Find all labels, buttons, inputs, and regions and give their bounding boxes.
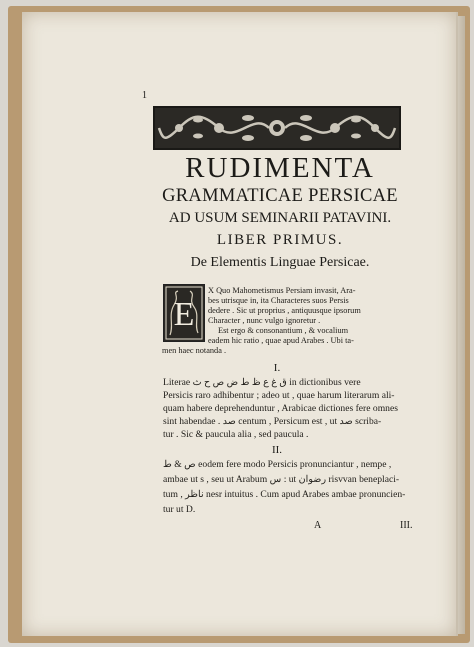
section-line: Literae ق غ ع ظ ط ض ص ح ث in dictionibus vere: [163, 377, 361, 388]
title-line-2: GRAMMATICAE PERSICAE: [162, 186, 398, 206]
catchword: III.: [400, 520, 413, 531]
illuminated-initial: [163, 284, 205, 342]
section-line: sint habendae . صد centum , Persicum est , ut صد scriba-: [163, 416, 382, 427]
page-number: 1: [142, 90, 147, 101]
section-line: Persicis raro adhibentur ; adeo ut , quae harum literarum ali-: [163, 390, 395, 401]
section-line: tur . Sic & paucula alia , sed paucula .: [163, 429, 309, 440]
title-line-3: AD USUM SEMINARII PATAVINI.: [168, 210, 392, 226]
decorative-headpiece: [153, 106, 401, 150]
book-page: [22, 12, 456, 636]
book-heading: LIBER PRIMUS.: [216, 232, 344, 248]
section-line: ambae ut s , seu ut Arabum س : ut رضوان risvvan beneplaci-: [163, 474, 400, 485]
section-numeral-one: I.: [273, 362, 281, 374]
intro-line: eadem hic ratio , quae apud Arabes . Ubi ta-: [208, 336, 354, 345]
page-edge: [455, 16, 465, 634]
section-numeral-two: II.: [271, 444, 283, 456]
intro-line: Character , nunc vulgo ignoretur .: [208, 316, 321, 325]
intro-line: bes utrisque in, ita Characteres suos Persis: [208, 296, 349, 305]
signature-mark: A: [314, 520, 322, 531]
title-line-1: RUDIMENTA: [185, 152, 375, 184]
intro-line: X Quo Mahometismus Persiam invasit, Ara-: [208, 286, 356, 295]
section-line: quam habere deprehenduntur , Arabicae dictiones fere omnes: [163, 403, 398, 414]
section-line: tur ut D.: [163, 504, 196, 515]
intro-line: dedere . Sic ut proprius , antiquusque ipsorum: [208, 306, 361, 315]
intro-line: men haec notanda .: [162, 346, 227, 355]
chapter-heading: De Elementis Linguae Persicae.: [190, 255, 370, 270]
section-line: ص & ط eodem fere modo Persicis pronunciantur , nempe ,: [163, 459, 392, 470]
initial-letter: E: [173, 296, 195, 333]
intro-line: Est ergo & consonantium , & vocalium: [218, 326, 349, 335]
section-line: tum , ناظر nesr intuitus . Cum apud Arabes ambae pronuncien-: [163, 489, 406, 500]
